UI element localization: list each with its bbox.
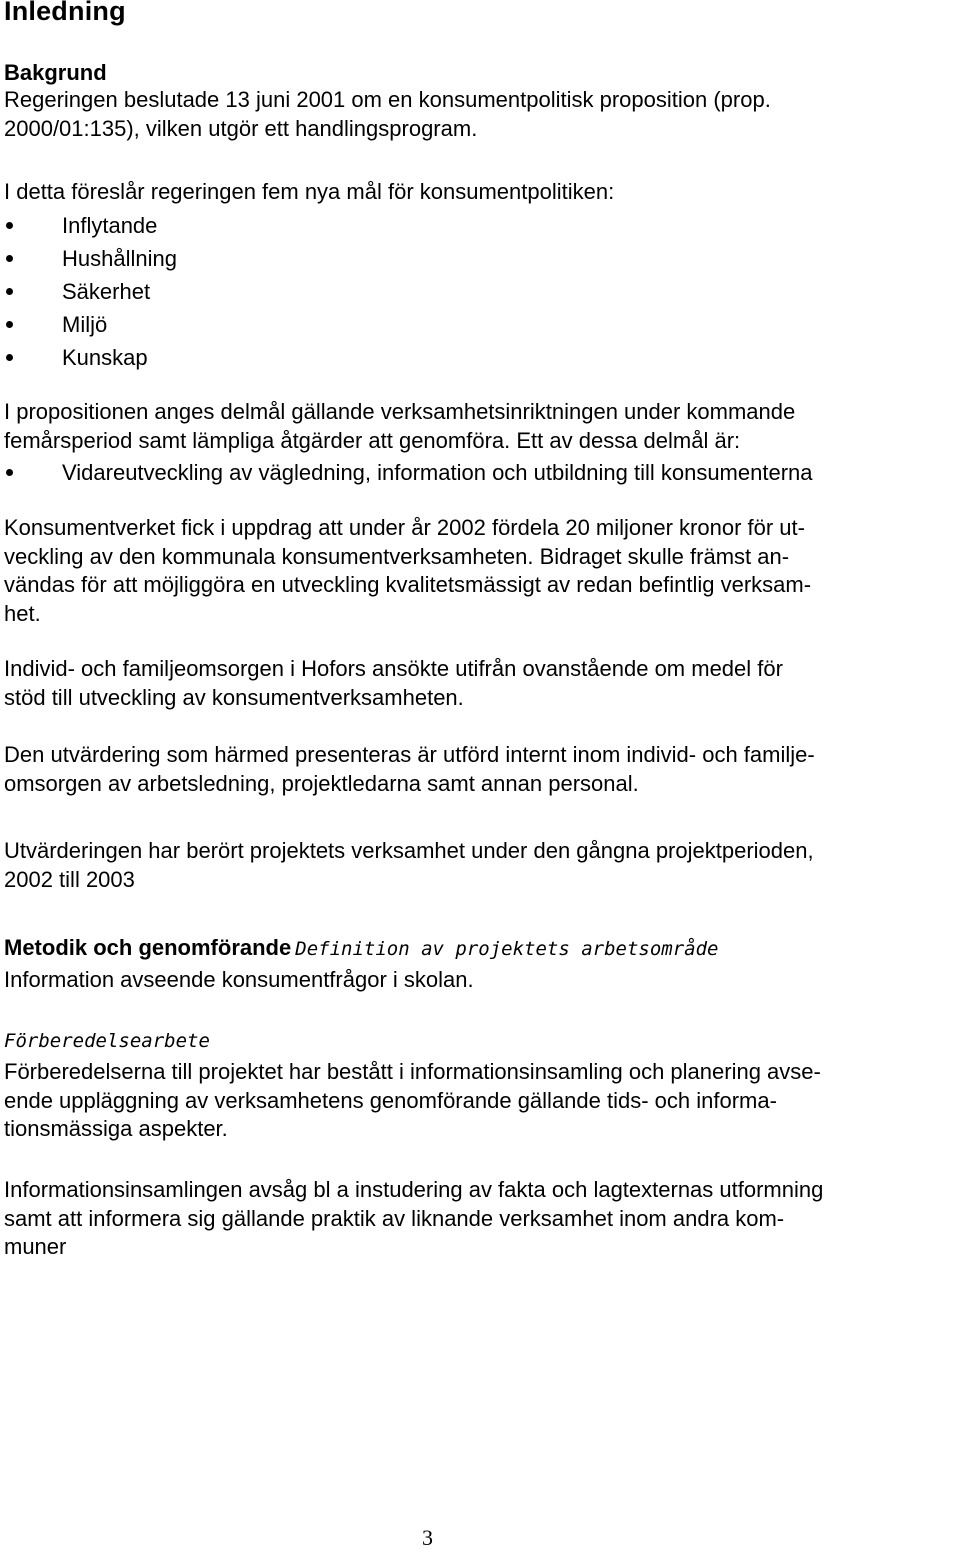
delmal-list: [4, 456, 813, 489]
list-item-label: Kunskap: [62, 345, 148, 370]
hofors-paragraph: [4, 655, 954, 712]
paragraph-line: stöd till utveckling av konsumentverksamheten.: [4, 684, 464, 710]
paragraph-line: veckling av den kommunala konsumentverksamheten. Bidraget skulle främst an-: [4, 543, 790, 569]
paragraph-line: tionsmässiga aspekter.: [4, 1116, 228, 1141]
paragraph-line: Förberedelserna till projektet har bestått i informationsinsamling och planering avse-: [4, 1059, 821, 1084]
list-item: [4, 275, 177, 308]
goals-intro: [4, 178, 954, 207]
bullet-icon: [6, 255, 13, 262]
list-item-label: Säkerhet: [62, 279, 151, 304]
list-item: [4, 242, 177, 275]
paragraph-line: I detta föreslår regeringen fem nya mål för konsumentpolitiken:: [4, 179, 615, 204]
bullet-icon: [6, 469, 13, 476]
period-paragraph: [4, 837, 954, 894]
konsumentverket-paragraph: [4, 514, 954, 628]
bullet-icon: [6, 222, 13, 229]
bullet-icon: [6, 354, 13, 361]
metodik-heading-row: [4, 935, 719, 961]
forberedelse-paragraph: [4, 1058, 954, 1144]
paragraph-line: Informationsinsamlingen avsåg bl a instudering av fakta och lagtexternas utformning: [4, 1177, 824, 1202]
insamling-paragraph: [4, 1176, 954, 1262]
paragraph-line: Information avseende konsumentfrågor i skolan.: [4, 967, 474, 992]
paragraph-line: 2002 till 2003: [4, 866, 135, 892]
paragraph-line: samt att informera sig gällande praktik av liknande verksamhet inom andra kom-: [4, 1205, 785, 1231]
list-item-label: Vidareutveckling av vägledning, information och utbildning till konsumenterna: [62, 460, 813, 485]
paragraph-line: muner: [4, 1234, 67, 1259]
paragraph-line: I propositionen anges delmål gällande verksamhetsinriktningen under kommande: [4, 399, 796, 424]
section-subtitle: Definition av projektets arbetsområde: [295, 938, 719, 960]
bakgrund-paragraph: [4, 86, 954, 143]
list-item: [4, 209, 177, 242]
paragraph-line: het.: [4, 600, 41, 626]
list-item: [4, 456, 813, 489]
list-item: [4, 341, 177, 374]
section-title-metodik: Metodik och genomförande: [4, 935, 292, 960]
list-item-label: Inflytande: [62, 213, 158, 238]
paragraph-line: 2000/01:135), vilken utgör ett handlingsprogram.: [4, 115, 478, 141]
paragraph-line: Individ- och familjeomsorgen i Hofors ansökte utifrån ovanstående om medel för: [4, 656, 783, 681]
paragraph-line: omsorgen av arbetsledning, projektledarna samt annan personal.: [4, 770, 639, 796]
list-item-label: Hushållning: [62, 246, 177, 271]
paragraph-line: Regeringen beslutade 13 juni 2001 om en konsumentpolitisk proposition (prop.: [4, 87, 771, 112]
list-item-label: Miljö: [62, 312, 108, 337]
paragraph-line: Den utvärdering som härmed presenteras är utförd internt inom individ- och familje-: [4, 742, 815, 767]
goals-list: [4, 209, 177, 374]
section-title-forberedelse: Förberedelsearbete: [4, 1030, 210, 1052]
section-title-bakgrund: Bakgrund: [4, 60, 107, 85]
utvardering-paragraph: [4, 741, 954, 798]
paragraph-line: vändas för att möjliggöra en utveckling kvalitetsmässigt av redan befintlig verksam-: [4, 572, 812, 597]
paragraph-line: femårsperiod samt lämpliga åtgärder att genomföra. Ett av dessa delmål är:: [4, 427, 741, 453]
paragraph-line: Utvärderingen har berört projektets verksamhet under den gångna projektperioden,: [4, 838, 814, 863]
bullet-icon: [6, 321, 13, 328]
page-number: 3: [422, 1525, 433, 1550]
list-item: [4, 308, 177, 341]
metodik-paragraph: [4, 966, 954, 995]
paragraph-line: ende uppläggning av verksamhetens genomförande gällande tids- och informa-: [4, 1087, 777, 1113]
delmal-paragraph: [4, 398, 954, 455]
paragraph-line: Konsumentverket fick i uppdrag att under år 2002 fördela 20 miljoner kronor för ut-: [4, 515, 805, 540]
bullet-icon: [6, 288, 13, 295]
page-heading: Inledning: [4, 0, 126, 26]
